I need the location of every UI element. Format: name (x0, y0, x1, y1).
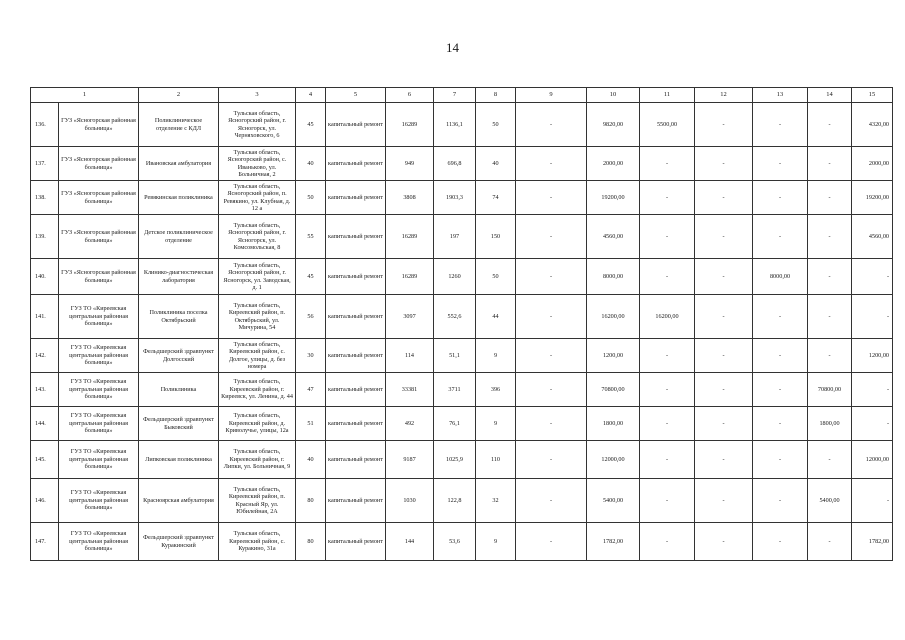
column-header: 9 (516, 88, 587, 103)
table-body (31, 103, 893, 561)
table-cell: 142. (31, 339, 59, 373)
table-cell: - (695, 441, 753, 479)
table-cell: Поликлиническое отделение с КДЛ (139, 103, 219, 147)
column-header: 15 (852, 88, 893, 103)
table-cell: капитальный ремонт (326, 103, 386, 147)
table-cell: 1200,00 (587, 339, 640, 373)
table-cell: ГУЗ ТО «Киреевская центральная районная больница» (59, 407, 139, 441)
table-cell: - (808, 441, 852, 479)
table-cell: 122,8 (434, 479, 476, 523)
table-cell: - (808, 523, 852, 561)
table-row (31, 103, 893, 147)
table-cell: 3097 (386, 295, 434, 339)
table-cell: - (640, 147, 695, 181)
table-cell: - (808, 295, 852, 339)
table-cell: 492 (386, 407, 434, 441)
table-cell: - (695, 215, 753, 259)
table-cell: 50 (476, 103, 516, 147)
table-cell: - (640, 373, 695, 407)
table-cell: 1030 (386, 479, 434, 523)
table-cell: 1260 (434, 259, 476, 295)
table-cell: - (516, 147, 587, 181)
table-cell: - (753, 103, 808, 147)
table-cell: - (695, 259, 753, 295)
table-cell: Тульская область, Киреевский район, с. Куракино, 31а (219, 523, 296, 561)
table-cell: - (753, 295, 808, 339)
table-cell: 30 (296, 339, 326, 373)
table-cell: - (695, 181, 753, 215)
table-cell: 5400,00 (587, 479, 640, 523)
table-cell: 2000,00 (587, 147, 640, 181)
table-cell: 3808 (386, 181, 434, 215)
table-cell: - (516, 295, 587, 339)
table-row (31, 215, 893, 259)
table-cell: 552,6 (434, 295, 476, 339)
table-cell: Тульская область, Ясногорский район, с. Иваньково, ул. Больничная, 2 (219, 147, 296, 181)
table-cell: 16289 (386, 215, 434, 259)
table-cell: - (852, 407, 893, 441)
table-cell: Тульская область, Киреевский район, д. Криволучье, улицы, 12а (219, 407, 296, 441)
table-cell: 16200,00 (587, 295, 640, 339)
table-cell: 146. (31, 479, 59, 523)
table-cell: - (695, 407, 753, 441)
table-cell: 696,8 (434, 147, 476, 181)
table-cell: 45 (296, 259, 326, 295)
table-cell: - (695, 523, 753, 561)
table-cell: 16200,00 (640, 295, 695, 339)
table-cell: 114 (386, 339, 434, 373)
table-cell: Ивановская амбулатория (139, 147, 219, 181)
table-cell: - (753, 479, 808, 523)
table-cell: - (852, 259, 893, 295)
table-cell: капитальный ремонт (326, 259, 386, 295)
table-cell: 9 (476, 407, 516, 441)
table-cell: 5500,00 (640, 103, 695, 147)
table-cell: - (640, 441, 695, 479)
table-cell: 1903,3 (434, 181, 476, 215)
table-cell: 1782,00 (852, 523, 893, 561)
table-cell: 56 (296, 295, 326, 339)
table-cell: 140. (31, 259, 59, 295)
header-row (31, 88, 893, 103)
table-cell: 51,1 (434, 339, 476, 373)
table-cell: - (808, 181, 852, 215)
table-cell: - (695, 295, 753, 339)
table-cell: 197 (434, 215, 476, 259)
table-cell: 53,6 (434, 523, 476, 561)
table-cell: 55 (296, 215, 326, 259)
table-cell: 8000,00 (753, 259, 808, 295)
table-cell: 4560,00 (852, 215, 893, 259)
page-number: 14 (446, 40, 459, 55)
table-cell: - (640, 339, 695, 373)
table-cell: - (640, 181, 695, 215)
table-row (31, 407, 893, 441)
table-cell: 76,1 (434, 407, 476, 441)
table-cell: капитальный ремонт (326, 479, 386, 523)
table-cell: капитальный ремонт (326, 295, 386, 339)
table-cell: 40 (476, 147, 516, 181)
table-cell: Тульская область, Ясногорский район, г. Ясногорск, ул. Комсомольская, 8 (219, 215, 296, 259)
table-cell: - (808, 339, 852, 373)
table-cell: Тульская область, Киреевский район, с. Долгое, улицы, д. без номера (219, 339, 296, 373)
facilities-table (30, 87, 893, 561)
table-cell: 19200,00 (587, 181, 640, 215)
table-cell: 145. (31, 441, 59, 479)
table-cell: Тульская область, Ясногорский район, г. Ясногорск, ул. Черняховского, 6 (219, 103, 296, 147)
table-cell: Поликлиника (139, 373, 219, 407)
table-cell: Липковская поликлиника (139, 441, 219, 479)
table-cell: капитальный ремонт (326, 339, 386, 373)
table-cell: - (695, 147, 753, 181)
table-cell: - (753, 441, 808, 479)
table-cell: 40 (296, 441, 326, 479)
table-cell: капитальный ремонт (326, 523, 386, 561)
table-cell: - (516, 479, 587, 523)
table-cell: 70800,00 (808, 373, 852, 407)
table-cell: Детское поликлиническое отделение (139, 215, 219, 259)
table-cell: - (753, 373, 808, 407)
table-cell: - (695, 103, 753, 147)
table-cell: - (516, 407, 587, 441)
table-cell: 4320,00 (852, 103, 893, 147)
column-header: 3 (219, 88, 296, 103)
table-cell: - (640, 215, 695, 259)
table-row (31, 147, 893, 181)
table-cell: ГУЗ ТО «Киреевская центральная районная больница» (59, 441, 139, 479)
table-cell: 12000,00 (852, 441, 893, 479)
table-cell: 16289 (386, 259, 434, 295)
table-cell: 9187 (386, 441, 434, 479)
table-cell: капитальный ремонт (326, 441, 386, 479)
table-cell: 1800,00 (808, 407, 852, 441)
table-cell: ГУЗ ТО «Киреевская центральная районная больница» (59, 295, 139, 339)
table-row (31, 523, 893, 561)
table-cell: 51 (296, 407, 326, 441)
table-cell: 50 (296, 181, 326, 215)
table-cell: 138. (31, 181, 59, 215)
table-cell: 2000,00 (852, 147, 893, 181)
table-cell: - (753, 147, 808, 181)
table-cell: - (808, 259, 852, 295)
table-cell: 9 (476, 523, 516, 561)
table-cell: 136. (31, 103, 59, 147)
table-cell: 949 (386, 147, 434, 181)
table-cell: 33381 (386, 373, 434, 407)
table-cell: 141. (31, 295, 59, 339)
table-cell: - (516, 441, 587, 479)
table-cell: Тульская область, Киреевский район, п. Октябрьский, ул. Мичурина, 54 (219, 295, 296, 339)
column-header: 4 (296, 88, 326, 103)
table-cell: 1025,9 (434, 441, 476, 479)
table-cell: Тульская область, Киреевский район, г. Киреевск, ул. Ленина, д. 44 (219, 373, 296, 407)
table-cell: - (695, 373, 753, 407)
column-header: 11 (640, 88, 695, 103)
column-header: 1 (31, 88, 139, 103)
table-row (31, 479, 893, 523)
table-cell: Тульская область, Ясногорский район, г. Ясногорск, ул. Заводская, д. 1 (219, 259, 296, 295)
table-cell: капитальный ремонт (326, 147, 386, 181)
table-cell: Ревякинская поликлиника (139, 181, 219, 215)
table-cell: 32 (476, 479, 516, 523)
column-header: 10 (587, 88, 640, 103)
table-cell: Красноярская амбулатория (139, 479, 219, 523)
table-cell: ГУЗ ТО «Киреевская центральная районная больница» (59, 523, 139, 561)
table-cell: ГУЗ «Ясногорская районная больница» (59, 147, 139, 181)
table-cell: - (852, 373, 893, 407)
table-cell: 70800,00 (587, 373, 640, 407)
table-cell: - (640, 259, 695, 295)
table-cell: ГУЗ ТО «Киреевская центральная районная больница» (59, 373, 139, 407)
table-cell: 1800,00 (587, 407, 640, 441)
table-cell: 50 (476, 259, 516, 295)
table-cell: 19200,00 (852, 181, 893, 215)
column-header: 6 (386, 88, 434, 103)
table-cell: 80 (296, 523, 326, 561)
column-header: 14 (808, 88, 852, 103)
table-cell: - (753, 215, 808, 259)
table-cell: - (640, 479, 695, 523)
table-cell: 44 (476, 295, 516, 339)
table-cell: - (852, 479, 893, 523)
table-cell: - (640, 523, 695, 561)
table-cell: капитальный ремонт (326, 373, 386, 407)
table-cell: капитальный ремонт (326, 407, 386, 441)
table-cell: 47 (296, 373, 326, 407)
table-cell: - (808, 215, 852, 259)
table-cell: - (808, 103, 852, 147)
table-cell: 4560,00 (587, 215, 640, 259)
table-cell: 144 (386, 523, 434, 561)
table-row (31, 181, 893, 215)
table-cell: 45 (296, 103, 326, 147)
table-cell: Тульская область, Киреевский район, п. Красный Яр, ул. Юбилейная, 2А (219, 479, 296, 523)
table-cell: 16289 (386, 103, 434, 147)
column-header: 8 (476, 88, 516, 103)
table-cell: Клинико-диагностическая лаборатория (139, 259, 219, 295)
table-cell: 137. (31, 147, 59, 181)
table-cell: 1200,00 (852, 339, 893, 373)
column-header: 12 (695, 88, 753, 103)
table-cell: 9820,00 (587, 103, 640, 147)
table-cell: 396 (476, 373, 516, 407)
table-cell: - (695, 479, 753, 523)
column-header: 7 (434, 88, 476, 103)
table-cell: ГУЗ «Ясногорская районная больница» (59, 181, 139, 215)
table-cell: 150 (476, 215, 516, 259)
table-cell: 9 (476, 339, 516, 373)
table-cell: - (516, 103, 587, 147)
table-cell: - (753, 339, 808, 373)
table-cell: 8000,00 (587, 259, 640, 295)
table-cell: 144. (31, 407, 59, 441)
table-cell: Тульская область, Ясногорский район, п. Ревякино, ул. Клубная, д. 12 а (219, 181, 296, 215)
table-cell: Фельдшерский здравпункт Куракинский (139, 523, 219, 561)
table-cell: - (852, 295, 893, 339)
table-cell: 1782,00 (587, 523, 640, 561)
table-cell: - (753, 523, 808, 561)
table-cell: 139. (31, 215, 59, 259)
table-row (31, 373, 893, 407)
table-row (31, 295, 893, 339)
table-row (31, 441, 893, 479)
table-cell: 12000,00 (587, 441, 640, 479)
column-header: 13 (753, 88, 808, 103)
table-cell: Фельдшерский здравпункт Долгосский (139, 339, 219, 373)
table-cell: 1136,1 (434, 103, 476, 147)
table-cell: Фельдшерский здравпункт Быковский (139, 407, 219, 441)
table-row (31, 339, 893, 373)
table-cell: 5400,00 (808, 479, 852, 523)
column-header: 2 (139, 88, 219, 103)
table-cell: 3711 (434, 373, 476, 407)
table-cell: - (516, 259, 587, 295)
table-cell: 147. (31, 523, 59, 561)
table-cell: - (808, 147, 852, 181)
table-cell: 143. (31, 373, 59, 407)
table-cell: 40 (296, 147, 326, 181)
table-cell: - (753, 181, 808, 215)
table-cell: ГУЗ ТО «Киреевская центральная районная больница» (59, 339, 139, 373)
table-cell: 110 (476, 441, 516, 479)
table-cell: - (516, 523, 587, 561)
table-cell: - (753, 407, 808, 441)
table-cell: ГУЗ ТО «Киреевская центральная районная больница» (59, 479, 139, 523)
table-cell: - (516, 339, 587, 373)
table-cell: капитальный ремонт (326, 181, 386, 215)
table-cell: - (516, 181, 587, 215)
table-cell: ГУЗ «Ясногорская районная больница» (59, 215, 139, 259)
table-cell: 74 (476, 181, 516, 215)
table-cell: - (640, 407, 695, 441)
table-cell: ГУЗ «Ясногорская районная больница» (59, 103, 139, 147)
table-cell: - (695, 339, 753, 373)
table-cell: Тульская область, Киреевский район, г. Липки, ул. Больничная, 9 (219, 441, 296, 479)
table-cell: - (516, 215, 587, 259)
table-cell: - (516, 373, 587, 407)
table-cell: капитальный ремонт (326, 215, 386, 259)
table-cell: Поликлиника поселка Октябрьский (139, 295, 219, 339)
column-header: 5 (326, 88, 386, 103)
table-cell: 80 (296, 479, 326, 523)
table-row (31, 259, 893, 295)
table-cell: ГУЗ «Ясногорская районная больница» (59, 259, 139, 295)
